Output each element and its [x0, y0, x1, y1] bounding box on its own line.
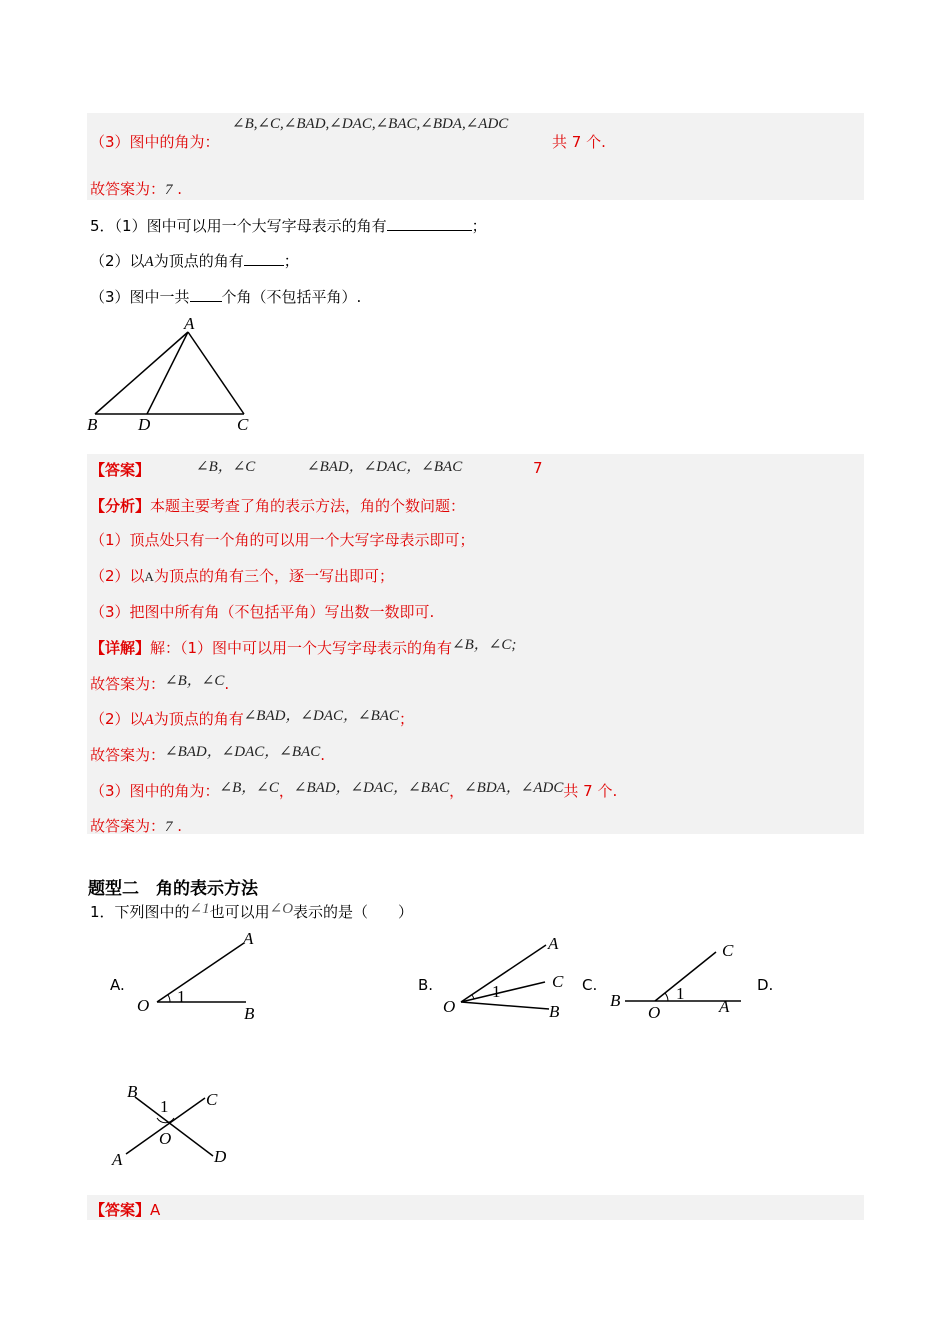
top-box-count: 共 7 个.	[552, 133, 606, 151]
fig-c-label-a: A	[719, 997, 730, 1016]
fig-b-label-c: C	[552, 972, 564, 991]
q5-blank-1	[387, 216, 472, 231]
fig-d-label-b: B	[127, 1082, 138, 1101]
fig-b-label-1: 1	[492, 982, 501, 1001]
analysis-2	[90, 565, 394, 586]
fig-d-label-a: A	[112, 1150, 123, 1169]
q5-number: 5．	[90, 217, 115, 235]
ans-label-2: 故答案为：	[90, 746, 166, 764]
q5-p2-var: A	[144, 254, 154, 270]
d2-pre: （2）以	[90, 710, 145, 728]
ans-label-3: 故答案为：	[90, 817, 166, 835]
analysis-tag: 【分析】	[90, 497, 151, 515]
final-answer-box	[87, 1195, 864, 1220]
fig-b-label-o: O	[443, 997, 456, 1016]
a2-var: A	[144, 569, 154, 584]
fig-b-label-b: B	[549, 1002, 560, 1021]
fig-c-label-b: B	[610, 991, 621, 1010]
d3-sep1: ，	[278, 782, 294, 800]
analysis-1: （1）顶点处只有一个角的可以用一个大写字母表示即可；	[90, 531, 475, 549]
detail-ans-1	[90, 673, 229, 694]
d1-end: ;	[511, 637, 517, 653]
q5-p3-pre: （3）图中一共	[90, 288, 190, 306]
fig-d-label-1: 1	[160, 1097, 169, 1116]
q5-p3-post: 个角（不包括平角）.	[221, 288, 362, 306]
detail-ans-2	[90, 744, 325, 765]
ans2-dot: .	[320, 746, 325, 764]
label-a: A	[184, 314, 195, 333]
ans-label-1: 故答案为：	[90, 675, 166, 693]
final-answer-value: A	[150, 1201, 161, 1219]
q5-blank-2	[244, 251, 284, 266]
q1-m2: ∠O	[269, 901, 294, 917]
q5-blank-3	[190, 287, 222, 302]
solution-answer-2: ∠BAD，∠DAC，∠BAC	[307, 459, 463, 475]
q5-p2-pre: （2）以	[90, 252, 145, 270]
option-d-label[interactable]: D.	[757, 976, 774, 994]
d2-math: ∠BAD，∠DAC，∠BAC	[243, 708, 399, 724]
final-answer	[90, 1199, 160, 1220]
q1-m1: ∠1	[189, 901, 210, 917]
top-box-line3-label: （3）图中的角为：	[90, 133, 220, 151]
q5-p2-post: 为顶点的角有	[153, 252, 244, 270]
analysis-text: 本题主要考查了角的表示方法，角的个数问题：	[150, 497, 466, 515]
q5-part1	[90, 215, 487, 236]
label-d: D	[138, 415, 151, 434]
detail-tag: 【详解】	[90, 639, 151, 657]
ans1-math: ∠B，∠C	[165, 673, 225, 689]
fig-a-label-b: B	[244, 1004, 255, 1023]
final-answer-tag: 【答案】	[90, 1201, 151, 1219]
top-box-answer	[90, 178, 182, 199]
detail-row-2	[90, 708, 414, 729]
triangle-figure	[80, 312, 280, 437]
d3-post: 共 7 个.	[563, 782, 618, 800]
figure-a[interactable]	[130, 925, 280, 1025]
q5-part2	[90, 250, 299, 271]
detail-row-3	[90, 780, 617, 801]
fig-a-label-1: 1	[177, 987, 186, 1006]
d1-pre: 解：（1）图中可以用一个大写字母表示的角有	[150, 639, 453, 657]
figure-d[interactable]	[100, 1075, 240, 1175]
d3-pre: （3）图中的角为：	[90, 782, 220, 800]
d3-m1: ∠B，∠C	[219, 780, 279, 796]
fig-a-label-o: O	[137, 996, 150, 1015]
a2-pre: （2）以	[90, 567, 145, 585]
answer-end: .	[177, 180, 183, 198]
option-c-label[interactable]: C.	[582, 976, 598, 994]
q5-p1-end: ；	[471, 217, 487, 235]
q5-p1-text: （1）图中可以用一个大写字母表示的角有	[114, 217, 387, 235]
fig-d-label-d: D	[214, 1147, 227, 1166]
ans3-dot: .	[177, 817, 183, 835]
fig-c-label-1: 1	[676, 984, 685, 1003]
figure-c[interactable]	[605, 930, 755, 1030]
a2-post: 为顶点的角有三个，逐一写出即可；	[153, 567, 394, 585]
answer-tag: 【答案】	[90, 461, 151, 479]
d3-sep2: ，	[449, 782, 465, 800]
answer-value: 7	[165, 182, 173, 198]
solution-answer-1: ∠B，∠C	[196, 459, 256, 475]
detail-ans-3	[90, 815, 182, 836]
d2-var: A	[144, 712, 154, 728]
d3-m3: ∠BDA，∠ADC	[464, 780, 564, 796]
label-c: C	[237, 415, 249, 434]
solution-answer-row	[90, 459, 150, 480]
ans2-math: ∠BAD，∠DAC，∠BAC	[165, 744, 321, 760]
option-b-label[interactable]: B.	[418, 976, 434, 994]
q5-part3	[90, 286, 361, 307]
fig-a-label-a: A	[243, 929, 254, 948]
top-box-angles: ∠B,∠C,∠BAD,∠DAC,∠BAC,∠BDA,∠ADC	[232, 116, 509, 132]
d3-m2: ∠BAD，∠DAC，∠BAC	[293, 780, 450, 796]
d1-math: ∠B，∠C	[452, 637, 512, 653]
option-a-label[interactable]: A.	[110, 976, 125, 994]
q1-post: 表示的是（ ）	[293, 903, 414, 921]
detail-row-1	[90, 637, 516, 658]
ans1-dot: .	[224, 675, 230, 693]
fig-c-label-o: O	[648, 1003, 661, 1022]
d2-end: ；	[398, 710, 414, 728]
solution-answer-3: 7	[533, 459, 543, 477]
analysis-row	[90, 495, 465, 516]
answer-label: 故答案为：	[90, 180, 166, 198]
fig-d-label-o: O	[159, 1129, 172, 1148]
fig-c-label-c: C	[722, 941, 734, 960]
d2-post: 为顶点的角有	[153, 710, 244, 728]
q5-p2-end: ；	[283, 252, 299, 270]
q1-pre: 1．下列图中的	[90, 903, 190, 921]
fig-d-label-c: C	[206, 1090, 218, 1109]
section2-title: 题型二 角的表示方法	[88, 879, 258, 899]
figure-b[interactable]	[438, 925, 578, 1025]
section2-q1	[90, 901, 413, 922]
analysis-3: （3）把图中所有角（不包括平角）写出数一数即可.	[90, 603, 435, 621]
fig-b-label-a: A	[548, 934, 559, 953]
ans3-math: 7	[165, 819, 173, 835]
label-b: B	[87, 415, 98, 434]
q1-mid: 也可以用	[209, 903, 270, 921]
